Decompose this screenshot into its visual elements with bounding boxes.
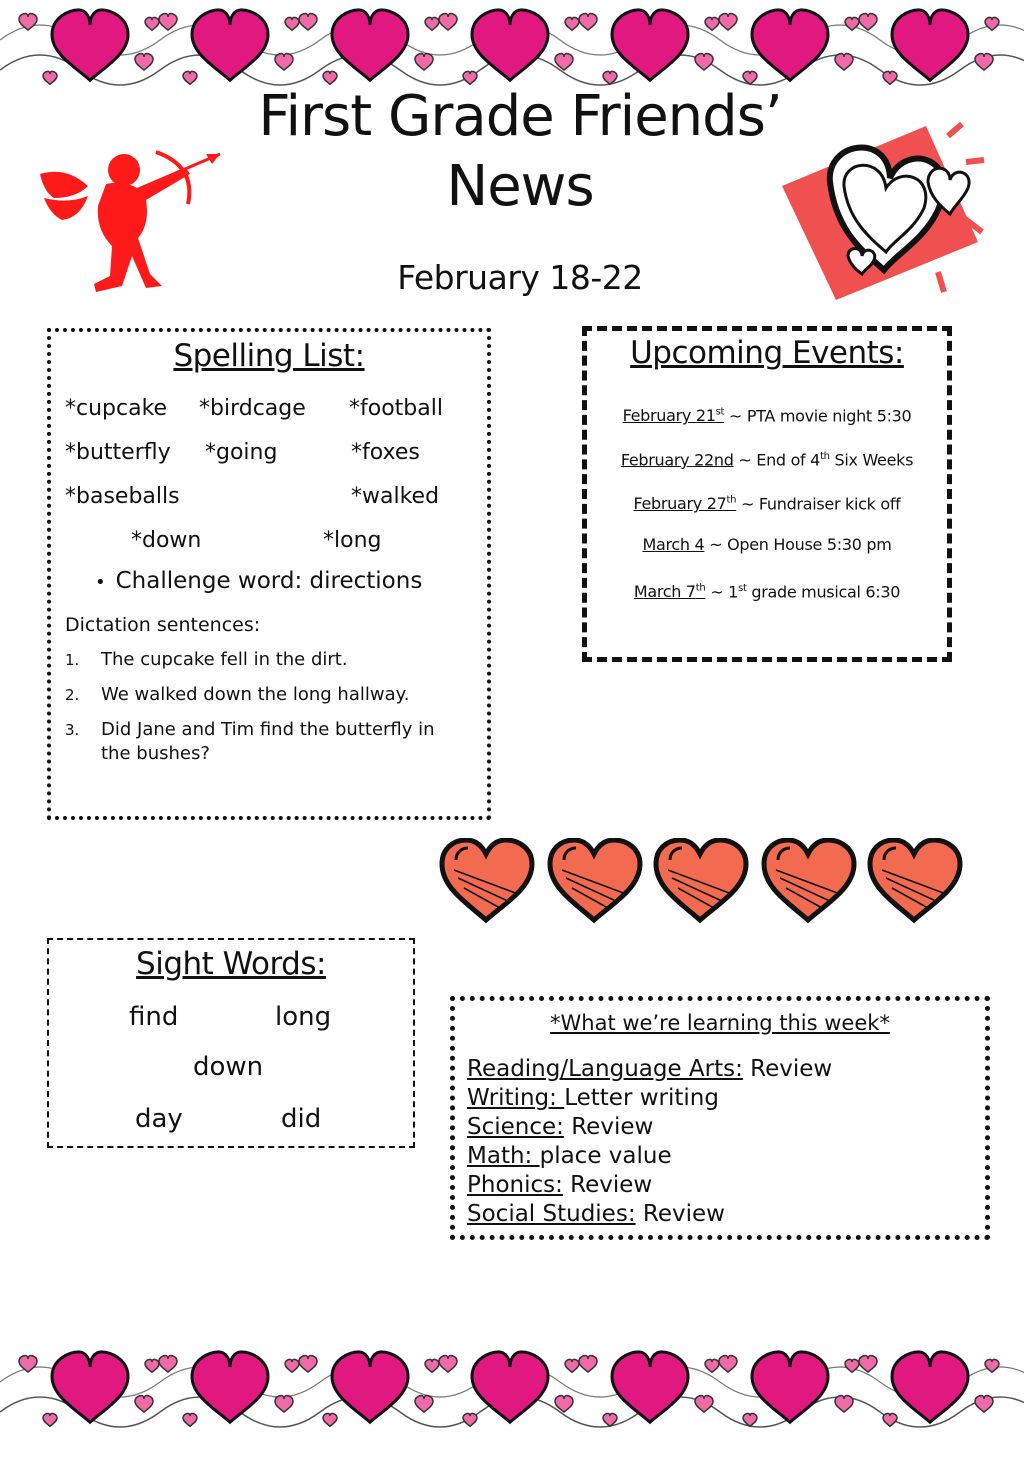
- subjects-list: [467, 1055, 985, 1229]
- small-heart-icon: [835, 53, 853, 70]
- sight-word: find: [129, 1002, 179, 1032]
- heart-icon: [612, 1352, 688, 1422]
- list-item: February 22nd ~ End of 4th Six Weeks: [620, 450, 914, 470]
- list-item: Reading/Language Arts: Review: [467, 1056, 833, 1082]
- small-heart-icon: [695, 53, 713, 70]
- small-heart-icon: [425, 17, 439, 30]
- list-item: February 27th ~ Fundraiser kick off: [633, 494, 901, 514]
- list-item: March 4 ~ Open House 5:30 pm: [642, 535, 892, 554]
- cupid-icon: [36, 146, 226, 296]
- small-heart-icon: [985, 17, 999, 30]
- upcoming-events-box: [582, 326, 952, 662]
- sight-word: did: [281, 1104, 322, 1134]
- list-item: Writing: Letter writing: [467, 1085, 719, 1111]
- heart-icon: [892, 1352, 968, 1422]
- heart-icon: [656, 840, 746, 920]
- small-heart-icon: [439, 1355, 457, 1372]
- small-heart-icon: [135, 53, 153, 70]
- small-heart-icon: [859, 1355, 877, 1372]
- heart-icon: [472, 10, 548, 80]
- spelling-word: *down: [131, 528, 202, 553]
- heart-icon: [764, 840, 854, 920]
- small-heart-icon: [275, 53, 293, 70]
- small-heart-icon: [695, 1395, 713, 1412]
- heart-icon: [192, 1352, 268, 1422]
- title-line-2: News: [446, 154, 594, 219]
- small-heart-icon: [463, 1413, 477, 1426]
- list-item: Social Studies: Review: [467, 1201, 725, 1227]
- list-item: Math: place value: [467, 1143, 672, 1169]
- small-heart-icon: [299, 13, 317, 30]
- sight-words-box: [47, 938, 415, 1148]
- learning-this-week-box: [450, 996, 990, 1240]
- list-item: Phonics: Review: [467, 1172, 653, 1198]
- spelling-word: *cupcake: [65, 396, 168, 421]
- newsletter-title: [200, 82, 840, 222]
- small-heart-icon: [415, 1395, 433, 1412]
- valentine-card-icon: [778, 122, 990, 302]
- small-heart-icon: [719, 1355, 737, 1372]
- sight-word: down: [193, 1052, 264, 1082]
- small-heart-icon: [859, 13, 877, 30]
- small-heart-icon: [705, 17, 719, 30]
- spelling-word: *going: [205, 440, 278, 465]
- sight-words-title: Sight Words:: [136, 946, 326, 982]
- spelling-word: *baseballs: [65, 484, 180, 509]
- title-line-1: First Grade Friends’: [258, 84, 782, 149]
- sight-word: long: [275, 1002, 332, 1032]
- small-heart-icon: [135, 1395, 153, 1412]
- small-heart-icon: [43, 71, 57, 84]
- events-list: [587, 401, 947, 621]
- small-heart-icon: [835, 1395, 853, 1412]
- small-heart-icon: [579, 1355, 597, 1372]
- spelling-word: *football: [349, 396, 443, 421]
- heart-icon: [332, 10, 408, 80]
- heart-icon: [472, 1352, 548, 1422]
- list-item: 1. The cupcake fell in the dirt.: [65, 649, 348, 670]
- small-heart-icon: [579, 13, 597, 30]
- small-heart-icon: [145, 1359, 159, 1372]
- small-heart-icon: [845, 1359, 859, 1372]
- list-item: Science: Review: [467, 1114, 654, 1140]
- newsletter-date: February 18-22: [397, 258, 643, 297]
- small-heart-icon: [719, 13, 737, 30]
- small-heart-icon: [43, 1413, 57, 1426]
- small-heart-icon: [845, 17, 859, 30]
- spelling-word: *foxes: [351, 440, 420, 465]
- spelling-title: Spelling List:: [173, 338, 365, 374]
- small-heart-icon: [883, 1413, 897, 1426]
- heart-icon: [612, 10, 688, 80]
- orange-hearts-row: [438, 838, 968, 924]
- list-item: 2. We walked down the long hallway.: [65, 684, 410, 705]
- dictation-sentences: [65, 648, 465, 777]
- sight-word: day: [135, 1104, 183, 1134]
- small-heart-icon: [565, 1359, 579, 1372]
- small-heart-icon: [285, 17, 299, 30]
- small-heart-icon: [425, 1359, 439, 1372]
- list-item: February 21st ~ PTA movie night 5:30: [622, 406, 912, 426]
- small-heart-icon: [183, 71, 197, 84]
- bullet-icon: •: [95, 572, 106, 593]
- list-item: 3. Did Jane and Tim find the butterfly in the bushes?: [65, 719, 435, 764]
- small-heart-icon: [415, 53, 433, 70]
- heart-icon: [870, 840, 960, 920]
- heart-icon: [332, 1352, 408, 1422]
- small-heart-icon: [299, 1355, 317, 1372]
- heart-icon: [52, 1352, 128, 1422]
- small-heart-icon: [275, 1395, 293, 1412]
- small-heart-icon: [159, 13, 177, 30]
- small-heart-icon: [439, 13, 457, 30]
- small-heart-icon: [285, 1359, 299, 1372]
- small-heart-icon: [323, 1413, 337, 1426]
- small-heart-icon: [565, 17, 579, 30]
- events-title: Upcoming Events:: [630, 335, 904, 371]
- small-heart-icon: [985, 1359, 999, 1372]
- spelling-word: *butterfly: [65, 440, 171, 465]
- small-heart-icon: [705, 1359, 719, 1372]
- dictation-label: Dictation sentences:: [65, 614, 261, 636]
- learning-title: *What we’re learning this week*: [550, 1011, 890, 1035]
- small-heart-icon: [883, 71, 897, 84]
- heart-icon: [192, 10, 268, 80]
- heart-border-bottom: [0, 1342, 1024, 1442]
- spelling-word: *walked: [351, 484, 440, 509]
- challenge-word: • Challenge word: directions: [95, 568, 423, 594]
- spelling-word: *long: [323, 528, 382, 553]
- small-heart-icon: [975, 1395, 993, 1412]
- small-heart-icon: [183, 1413, 197, 1426]
- heart-icon: [752, 10, 828, 80]
- spelling-word: *birdcage: [199, 396, 306, 421]
- heart-icon: [442, 840, 532, 920]
- heart-icon: [752, 1352, 828, 1422]
- heart-icon: [892, 10, 968, 80]
- spelling-list-box: [47, 328, 491, 820]
- small-heart-icon: [145, 17, 159, 30]
- small-heart-icon: [159, 1355, 177, 1372]
- heart-icon: [52, 10, 128, 80]
- list-item: March 7th ~ 1st grade musical 6:30: [633, 582, 901, 602]
- heart-icon: [550, 840, 640, 920]
- small-heart-icon: [975, 53, 993, 70]
